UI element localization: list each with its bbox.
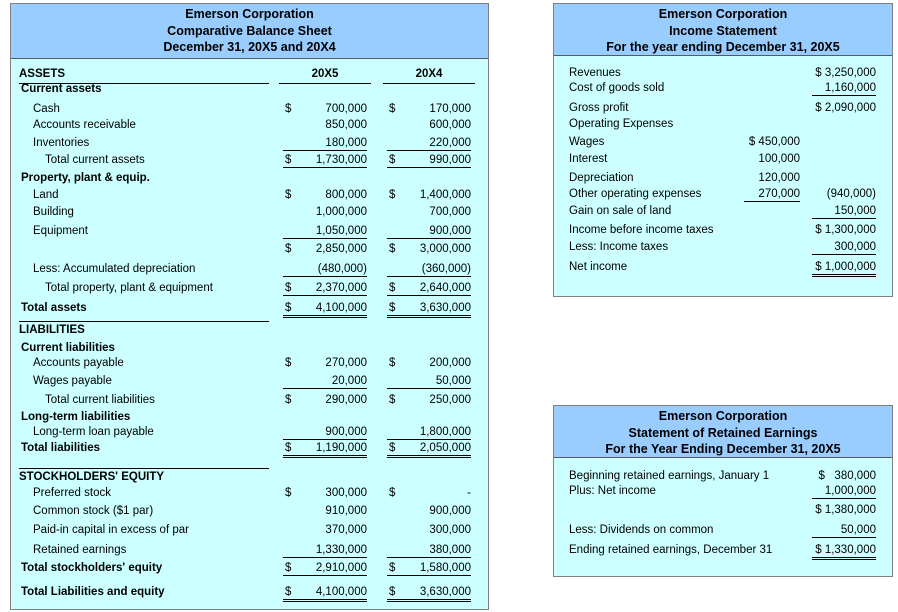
row-label: Retained earnings	[33, 544, 127, 556]
value-20x5: 2,910,000	[283, 561, 367, 576]
row-label: Gain on sale of land	[569, 205, 672, 217]
value-20x5: 910,000	[325, 505, 367, 517]
retained-earnings-company: Emerson Corporation	[658, 409, 788, 423]
value-20x4: (360,000)	[387, 262, 471, 277]
row-label: Total assets	[21, 302, 87, 314]
value-20x5: 300,000	[325, 487, 367, 499]
value-20x5: (480,000)	[283, 262, 367, 277]
year-column-20x5: 20X5	[279, 67, 371, 84]
row-label: Less: Dividends on common	[569, 524, 714, 536]
value-20x4: 1,580,000	[387, 561, 471, 576]
value-20x5: 4,100,000	[283, 585, 367, 602]
balance-sheet-panel	[10, 3, 489, 610]
value-20x4: 900,000	[429, 505, 471, 517]
operating-expense-value: $ 450,000	[748, 136, 800, 148]
value-20x4: 220,000	[387, 136, 471, 151]
row-label: Wages payable	[33, 375, 112, 387]
operating-expense-value: 100,000	[758, 153, 800, 165]
value-20x4: 900,000	[387, 224, 471, 239]
retained-earnings-value: 50,000	[812, 523, 876, 538]
income-statement-title: Income Statement	[669, 23, 777, 38]
row-label: Total liabilities	[21, 442, 101, 454]
row-label: Income before income taxes	[569, 224, 714, 236]
dollar-sign: $	[389, 103, 396, 115]
row-label: Equipment	[33, 225, 88, 237]
value-20x4: 200,000	[429, 357, 471, 369]
dollar-sign: $	[285, 442, 292, 454]
value-20x4: 2,050,000	[387, 441, 471, 458]
value-20x4: 990,000	[387, 153, 471, 168]
dollar-sign: $	[285, 282, 292, 294]
row-label: Accounts payable	[33, 357, 124, 369]
operating-expense-value: 270,000	[744, 187, 800, 202]
row-label: Cash	[33, 103, 60, 115]
dollar-sign: $	[389, 243, 396, 255]
row-label: Long-term loan payable	[33, 426, 154, 438]
dollar-sign: $	[389, 357, 396, 369]
value-20x5: 1,000,000	[315, 206, 367, 218]
row-label: Gross profit	[569, 102, 629, 114]
statement-value: $ 1,300,000	[815, 224, 876, 236]
row-label: Building	[33, 206, 74, 218]
row-label: Total stockholders' equity	[21, 562, 163, 574]
row-label: Common stock ($1 par)	[33, 505, 154, 517]
value-20x4: 3,630,000	[387, 301, 471, 318]
balance-sheet-company: Emerson Corporation	[185, 7, 314, 21]
value-20x5: 700,000	[325, 103, 367, 115]
value-20x5: 1,050,000	[283, 224, 367, 239]
dollar-sign: $	[285, 302, 292, 314]
row-label: Total property, plant & equipment	[45, 282, 213, 294]
statement-value: $ 1,000,000	[812, 260, 876, 277]
dollar-sign: $	[389, 487, 396, 499]
dollar-sign: $	[285, 243, 292, 255]
value-20x5: 1,330,000	[283, 543, 367, 558]
row-label: Plus: Net income	[569, 485, 656, 497]
row-label: Operating Expenses	[569, 118, 674, 130]
dollar-sign: $	[285, 394, 292, 406]
income-statement-panel	[553, 3, 893, 297]
row-label: Inventories	[33, 137, 90, 149]
value-20x4: 600,000	[429, 119, 471, 131]
dollar-sign: $	[285, 189, 292, 201]
row-label: Land	[33, 189, 59, 201]
row-label: Paid-in capital in excess of par	[33, 524, 189, 536]
value-20x4: -	[467, 487, 471, 499]
value-20x4: 3,630,000	[387, 585, 471, 602]
statement-value: 300,000	[812, 240, 876, 255]
retained-earnings-header	[554, 406, 892, 458]
row-label: Revenues	[569, 67, 621, 79]
dollar-sign: $	[389, 282, 396, 294]
value-20x4: 50,000	[387, 374, 471, 389]
row-label: Cost of goods sold	[569, 82, 665, 94]
value-20x5: 370,000	[325, 524, 367, 536]
dollar-sign: $	[389, 562, 396, 574]
row-label: STOCKHOLDERS' EQUITY	[19, 468, 269, 484]
row-label: LIABILITIES	[19, 321, 269, 337]
value-20x5: 2,370,000	[283, 281, 367, 296]
retained-earnings-value: $ 380,000	[818, 470, 876, 482]
statement-value: $ 2,090,000	[815, 102, 876, 114]
row-label: Less: Income taxes	[569, 241, 669, 253]
row-label: Ending retained earnings, December 31	[569, 544, 773, 556]
row-label: Total current assets	[45, 154, 145, 166]
statement-value: 150,000	[812, 204, 876, 219]
retained-earnings-value: 1,000,000	[812, 484, 876, 499]
value-20x4: 3,000,000	[419, 243, 471, 255]
statement-value: 1,160,000	[812, 81, 876, 96]
dollar-sign: $	[285, 154, 292, 166]
row-label: Preferred stock	[33, 487, 111, 499]
value-20x5: 850,000	[325, 119, 367, 131]
statement-value: (940,000)	[826, 188, 876, 200]
dollar-sign: $	[285, 487, 292, 499]
dollar-sign: $	[389, 442, 396, 454]
value-20x5: 2,850,000	[315, 243, 367, 255]
value-20x4: 250,000	[429, 394, 471, 406]
income-statement-period: For the year ending December 31, 20X5	[606, 40, 840, 54]
income-statement-company: Emerson Corporation	[658, 7, 788, 21]
value-20x4: 300,000	[429, 524, 471, 536]
balance-sheet-title: Comparative Balance Sheet	[167, 23, 332, 38]
value-20x4: 2,640,000	[387, 281, 471, 296]
balance-sheet-date: December 31, 20X5 and 20X4	[163, 40, 336, 54]
value-20x4: 170,000	[429, 103, 471, 115]
row-label: Current liabilities	[21, 342, 115, 354]
value-20x4: 1,400,000	[419, 189, 471, 201]
dollar-sign: $	[285, 586, 292, 598]
operating-expense-value: 120,000	[758, 172, 800, 184]
dollar-sign: $	[389, 189, 396, 201]
retained-earnings-value: $ 1,380,000	[815, 504, 876, 516]
value-20x4: 700,000	[429, 206, 471, 218]
row-label: Total Liabilities and equity	[21, 586, 165, 598]
value-20x5: 800,000	[325, 189, 367, 201]
value-20x4: 380,000	[387, 543, 471, 558]
row-label: Depreciation	[569, 172, 634, 184]
retained-earnings-period: For the Year Ending December 31, 20X5	[605, 442, 841, 456]
dollar-sign: $	[389, 394, 396, 406]
value-20x5: 900,000	[283, 425, 367, 440]
value-20x5: 270,000	[325, 357, 367, 369]
dollar-sign: $	[285, 357, 292, 369]
row-label: Accounts receivable	[33, 119, 136, 131]
row-label: Net income	[569, 261, 628, 273]
dollar-sign: $	[285, 562, 292, 574]
statement-value: $ 3,250,000	[815, 67, 876, 79]
value-20x5: 290,000	[325, 394, 367, 406]
row-label: Long-term liabilities	[21, 411, 131, 423]
assets-column-header: ASSETS	[19, 67, 269, 84]
row-label: Interest	[569, 153, 608, 165]
value-20x5: 180,000	[283, 136, 367, 151]
dollar-sign: $	[285, 103, 292, 115]
value-20x5: 4,100,000	[283, 301, 367, 318]
value-20x5: 20,000	[283, 374, 367, 389]
row-label: Beginning retained earnings, January 1	[569, 470, 770, 482]
value-20x5: 1,190,000	[283, 441, 367, 458]
row-label: Wages	[569, 136, 605, 148]
row-label: Total current liabilities	[45, 394, 155, 406]
income-statement-header	[554, 4, 892, 56]
year-column-20x4: 20X4	[383, 67, 475, 84]
dollar-sign: $	[389, 154, 396, 166]
row-label: Property, plant & equip.	[21, 172, 150, 184]
balance-sheet-header	[11, 4, 488, 59]
row-label: Current assets	[21, 83, 102, 95]
row-label: Less: Accumulated depreciation	[33, 263, 196, 275]
retained-earnings-panel	[553, 405, 893, 577]
retained-earnings-value: $ 1,330,000	[812, 543, 876, 560]
row-label: Other operating expenses	[569, 188, 702, 200]
value-20x5: 1,730,000	[283, 153, 367, 168]
dollar-sign: $	[389, 586, 396, 598]
dollar-sign: $	[389, 302, 396, 314]
retained-earnings-title: Statement of Retained Earnings	[628, 425, 818, 440]
value-20x4: 1,800,000	[387, 425, 471, 440]
